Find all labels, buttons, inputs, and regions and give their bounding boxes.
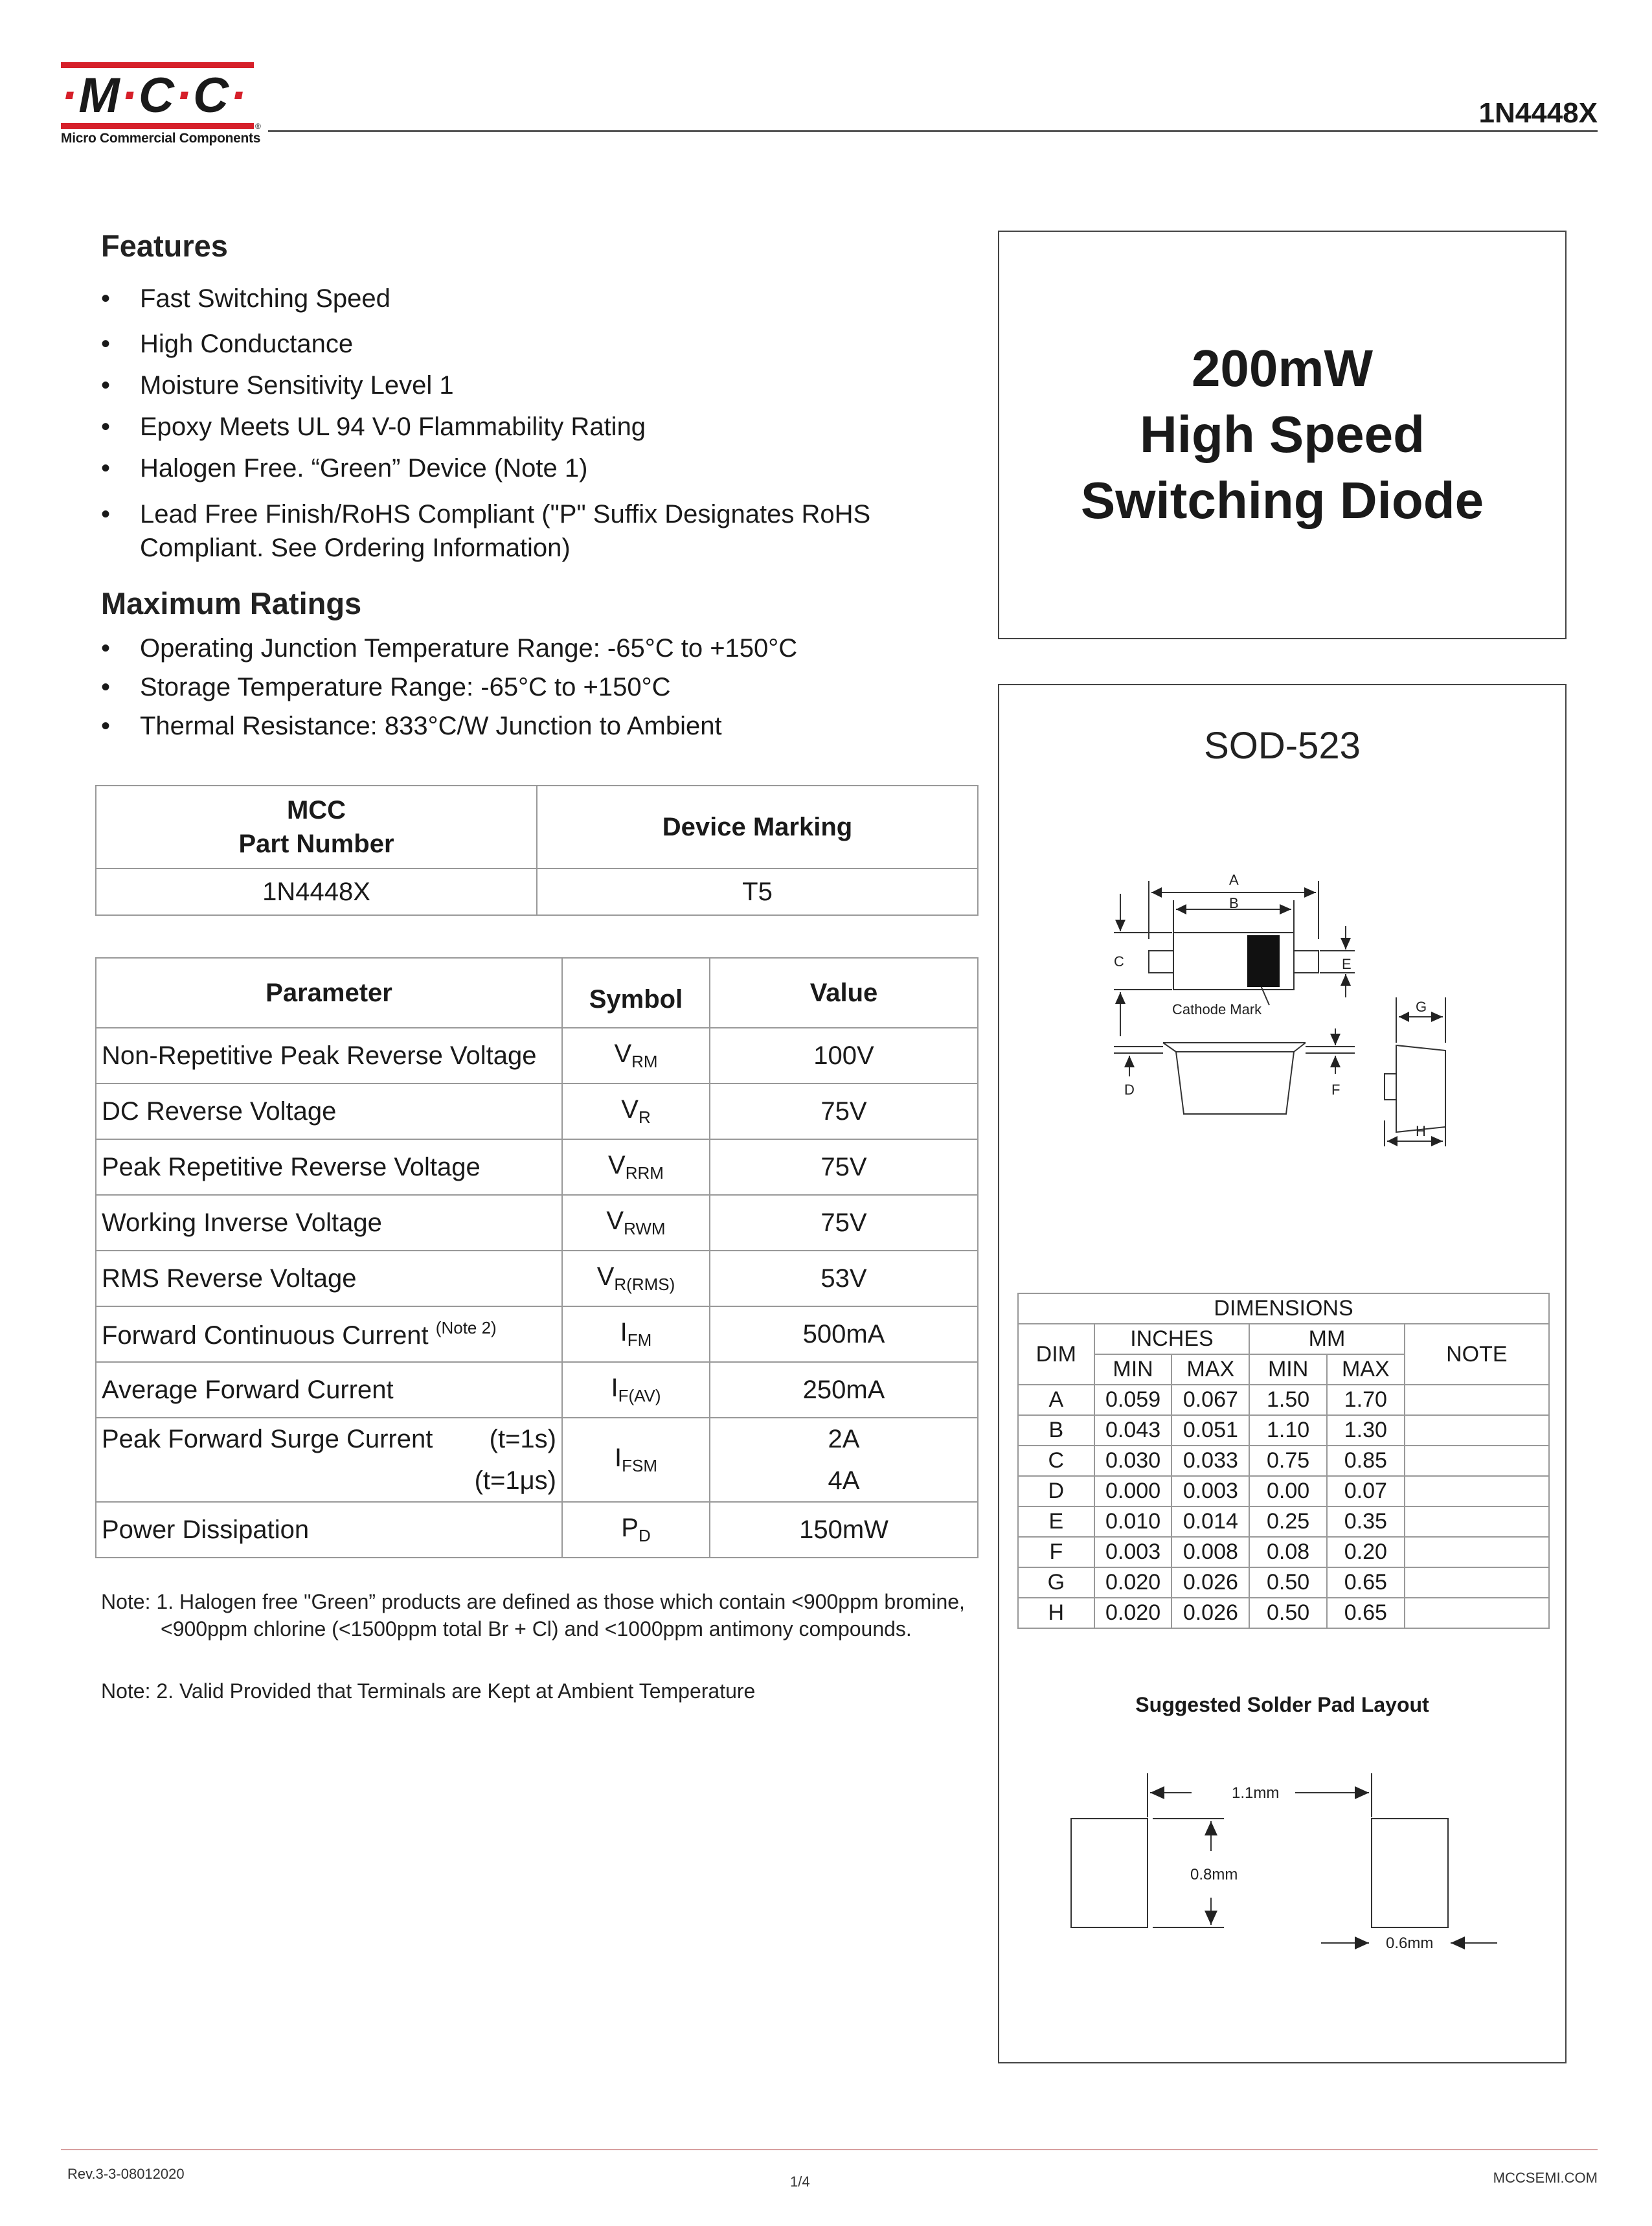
dim-cell: 0.026 [1171, 1567, 1249, 1598]
table-row [96, 1251, 978, 1306]
pad-height-label: 0.8mm [1190, 1866, 1238, 1883]
table-row [96, 1306, 978, 1362]
dim-note-cell [1405, 1446, 1549, 1476]
page-number: 1/4 [790, 2174, 810, 2190]
parameter-cell: Power Dissipation [96, 1502, 562, 1558]
logo-subtitle: Micro Commercial Components [61, 131, 261, 146]
dim-cell: 0.07 [1327, 1476, 1405, 1506]
dim-cell: 0.85 [1327, 1446, 1405, 1476]
parameter-cell: Non-Repetitive Peak Reverse Voltage [96, 1028, 562, 1084]
max-ratings-heading: Maximum Ratings [101, 586, 362, 620]
feature-item-continued: Compliant. See Ordering Information) [140, 534, 571, 562]
dim-cell: 0.25 [1249, 1506, 1327, 1537]
parameter-cell: Peak Forward Surge Current (t=1s) (t=1μs) [96, 1418, 562, 1502]
dim-label-e: E [1342, 956, 1352, 972]
symbol-cell: $I_{FM}$ [562, 1306, 710, 1362]
product-title-box [998, 231, 1567, 639]
dim-note-cell [1405, 1385, 1549, 1415]
cathode-band [1247, 935, 1280, 987]
dim-cell: E [1018, 1506, 1094, 1537]
dimensions-table [1017, 1293, 1550, 1629]
dim-cell: 0.50 [1249, 1598, 1327, 1628]
dim-cell: 1.30 [1327, 1415, 1405, 1446]
dim-cell: G [1018, 1567, 1094, 1598]
dim-label-b: B [1229, 895, 1239, 911]
condition-1: (t=1s) [489, 1425, 556, 1453]
website: MCCSEMI.COM [1493, 2170, 1598, 2186]
feature-item: • Halogen Free. “Green” Device (Note 1) [101, 452, 870, 484]
dim-cell: 0.010 [1094, 1506, 1172, 1537]
dim-cell: 1.70 [1327, 1385, 1405, 1415]
table-row [96, 1195, 978, 1251]
dim-note-cell [1405, 1415, 1549, 1446]
parameter-cell: Forward Continuous Current $^{(Note 2)}$ [96, 1306, 562, 1362]
parameter-cell: Peak Repetitive Reverse Voltage [96, 1139, 562, 1195]
marking-cell: T5 [537, 869, 978, 915]
dim-note-cell [1405, 1598, 1549, 1628]
dim-cell: 0.051 [1171, 1415, 1249, 1446]
footer-rule [61, 2149, 1598, 2150]
value-cell: 500mA [710, 1306, 978, 1362]
feature-item: • Moisture Sensitivity Level 1 [101, 369, 870, 402]
rating-item: • Thermal Resistance: 833°C/W Junction to Ambient [101, 710, 797, 742]
symbol-cell: $I_{FSM}$ [562, 1418, 710, 1502]
dim-cell: 0.059 [1094, 1385, 1172, 1415]
table-row [1018, 1567, 1549, 1598]
max-header: MAX [1171, 1354, 1249, 1385]
note-reference: (Note 2) [435, 1318, 497, 1337]
table-row [1018, 1476, 1549, 1506]
value-cell: 250mA [710, 1362, 978, 1418]
dim-note-cell [1405, 1476, 1549, 1506]
dim-cell: 0.00 [1249, 1476, 1327, 1506]
dim-label-h: H [1416, 1123, 1426, 1139]
dim-title-row [1018, 1293, 1549, 1324]
table-row [96, 869, 978, 915]
symbol-cell: $I_{F(AV)}$ [562, 1362, 710, 1418]
max-header: MAX [1327, 1354, 1405, 1385]
dim-cell: 0.003 [1171, 1476, 1249, 1506]
table-row [1018, 1598, 1549, 1628]
pad-width-label: 1.1mm [1232, 1784, 1280, 1802]
symbol-header: Symbol [562, 958, 710, 1028]
feature-item: • High Conductance [101, 328, 870, 360]
parameter-cell: Average Forward Current [96, 1362, 562, 1418]
table-row [1018, 1446, 1549, 1476]
solder-pad-left [1071, 1819, 1148, 1927]
value-cell: 75V [710, 1084, 978, 1139]
features-list [101, 282, 870, 565]
dim-cell: 0.35 [1327, 1506, 1405, 1537]
dim-header: DIM [1018, 1324, 1094, 1385]
parameter-header: Parameter [96, 958, 562, 1028]
param-table-header [96, 958, 978, 1028]
dim-cell: 0.50 [1249, 1567, 1327, 1598]
dim-cell: 0.08 [1249, 1537, 1327, 1567]
dim-cell: 0.65 [1327, 1567, 1405, 1598]
device-marking-header: Device Marking [537, 786, 978, 869]
marking-table-header [96, 786, 978, 869]
dim-cell: C [1018, 1446, 1094, 1476]
dim-cell: 0.003 [1094, 1537, 1172, 1567]
value-header: Value [710, 958, 978, 1028]
parameter-cell: Working Inverse Voltage [96, 1195, 562, 1251]
header-rule [268, 130, 1598, 132]
dim-cell: 0.008 [1171, 1537, 1249, 1567]
condition-2: (t=1μs) [474, 1466, 556, 1495]
table-row [1018, 1506, 1549, 1537]
dim-cell: 0.020 [1094, 1567, 1172, 1598]
solder-pad-title: Suggested Solder Pad Layout [1135, 1693, 1429, 1716]
parameter-cell: RMS Reverse Voltage [96, 1251, 562, 1306]
value-cell: 53V [710, 1251, 978, 1306]
dim-cell: H [1018, 1598, 1094, 1628]
symbol-cell: $V_{RRM}$ [562, 1139, 710, 1195]
logo-bottom-bar [61, 123, 254, 129]
symbol-cell: $V_R$ [562, 1084, 710, 1139]
dim-label-g: G [1416, 999, 1427, 1015]
value-cell-2: 4A [828, 1466, 860, 1495]
logo-letters: ·M·C·C· [61, 68, 248, 123]
note-header: NOTE [1405, 1324, 1549, 1385]
logo-top-bar [61, 62, 254, 68]
value-cell: 2A 4A [710, 1418, 978, 1502]
dim-cell: 0.65 [1327, 1598, 1405, 1628]
symbol-cell: $V_{R(RMS)}$ [562, 1251, 710, 1306]
dim-cell: F [1018, 1537, 1094, 1567]
value-cell: 75V [710, 1139, 978, 1195]
max-ratings-list [101, 632, 797, 742]
dim-cell: 0.030 [1094, 1446, 1172, 1476]
table-row [1018, 1415, 1549, 1446]
value-cell: 75V [710, 1195, 978, 1251]
table-row [1018, 1385, 1549, 1415]
dim-label-c: C [1114, 953, 1124, 970]
dim-label-a: A [1229, 872, 1239, 888]
feature-item: • Lead Free Finish/RoHS Compliant ("P" Suffix Designates RoHS Compliant. See Ordering Information) [101, 497, 870, 565]
product-title: 200mW High Speed Switching Diode [1080, 339, 1484, 529]
mcc-logo [61, 62, 261, 150]
parameter-table [95, 957, 979, 1558]
revision: Rev.3-3-08012020 [67, 2166, 185, 2182]
table-row [96, 1028, 978, 1084]
rating-item: • Storage Temperature Range: -65°C to +150°C [101, 671, 797, 703]
table-row [96, 1362, 978, 1418]
dim-cell: A [1018, 1385, 1094, 1415]
header-part-number: 1N4448X [1478, 97, 1598, 129]
symbol-cell: $P_D$ [562, 1502, 710, 1558]
dim-note-cell [1405, 1506, 1549, 1537]
feature-item: • Fast Switching Speed [101, 282, 870, 315]
dim-note-cell [1405, 1537, 1549, 1567]
pad-size-label: 0.6mm [1386, 1935, 1434, 1952]
mcc-part-number-header: MCC Part Number [96, 786, 537, 869]
rating-item: • Operating Junction Temperature Range: -65°C to +150°C [101, 632, 797, 664]
table-row [1018, 1537, 1549, 1567]
dim-cell: 0.026 [1171, 1598, 1249, 1628]
cathode-mark-label: Cathode Mark [1172, 1001, 1262, 1017]
value-cell: 100V [710, 1028, 978, 1084]
table-row [96, 1502, 978, 1558]
dim-cell: 0.067 [1171, 1385, 1249, 1415]
dim-header-row [1018, 1324, 1549, 1354]
dim-cell: 1.10 [1249, 1415, 1327, 1446]
package-side-drawing [1373, 991, 1464, 1153]
dim-note-cell [1405, 1567, 1549, 1598]
dim-cell: 0.020 [1094, 1598, 1172, 1628]
package-name: SOD-523 [1204, 725, 1361, 767]
features-heading: Features [101, 229, 228, 263]
device-marking-table [95, 785, 979, 916]
parameter-cell: DC Reverse Voltage [96, 1084, 562, 1139]
solder-pad-drawing [1062, 1768, 1515, 1962]
dim-cell: D [1018, 1476, 1094, 1506]
part-number-cell: 1N4448X [96, 869, 537, 915]
inches-header: INCHES [1094, 1324, 1250, 1354]
min-header: MIN [1094, 1354, 1172, 1385]
note-1: Note: 1. Halogen free "Green” products are defined as those which contain <900ppm bromine, <900ppm chlorine (<1500ppm total Br + Cl) and <1000ppm antimony compounds. [101, 1590, 965, 1641]
table-row [96, 1139, 978, 1195]
solder-pad-right [1372, 1819, 1448, 1927]
registered-mark: ® [255, 122, 261, 131]
dim-cell: 0.033 [1171, 1446, 1249, 1476]
dim-cell: 0.043 [1094, 1415, 1172, 1446]
symbol-cell: $V_{RWM}$ [562, 1195, 710, 1251]
value-cell: 150mW [710, 1502, 978, 1558]
feature-item: • Epoxy Meets UL 94 V-0 Flammability Rating [101, 411, 870, 443]
dim-cell: 0.20 [1327, 1537, 1405, 1567]
dim-label-d: D [1124, 1082, 1135, 1098]
table-row [96, 1418, 978, 1502]
dim-cell: 0.75 [1249, 1446, 1327, 1476]
symbol-cell: $V_{RM}$ [562, 1028, 710, 1084]
dim-cell: B [1018, 1415, 1094, 1446]
dim-cell: 0.000 [1094, 1476, 1172, 1506]
table-row [96, 1084, 978, 1139]
dimensions-title: DIMENSIONS [1018, 1293, 1549, 1324]
dim-cell: 1.50 [1249, 1385, 1327, 1415]
note-2: Note: 2. Valid Provided that Terminals are Kept at Ambient Temperature [101, 1679, 756, 1703]
mm-header: MM [1249, 1324, 1404, 1354]
dim-label-f: F [1331, 1082, 1341, 1098]
dim-cell: 0.014 [1171, 1506, 1249, 1537]
min-header: MIN [1249, 1354, 1327, 1385]
